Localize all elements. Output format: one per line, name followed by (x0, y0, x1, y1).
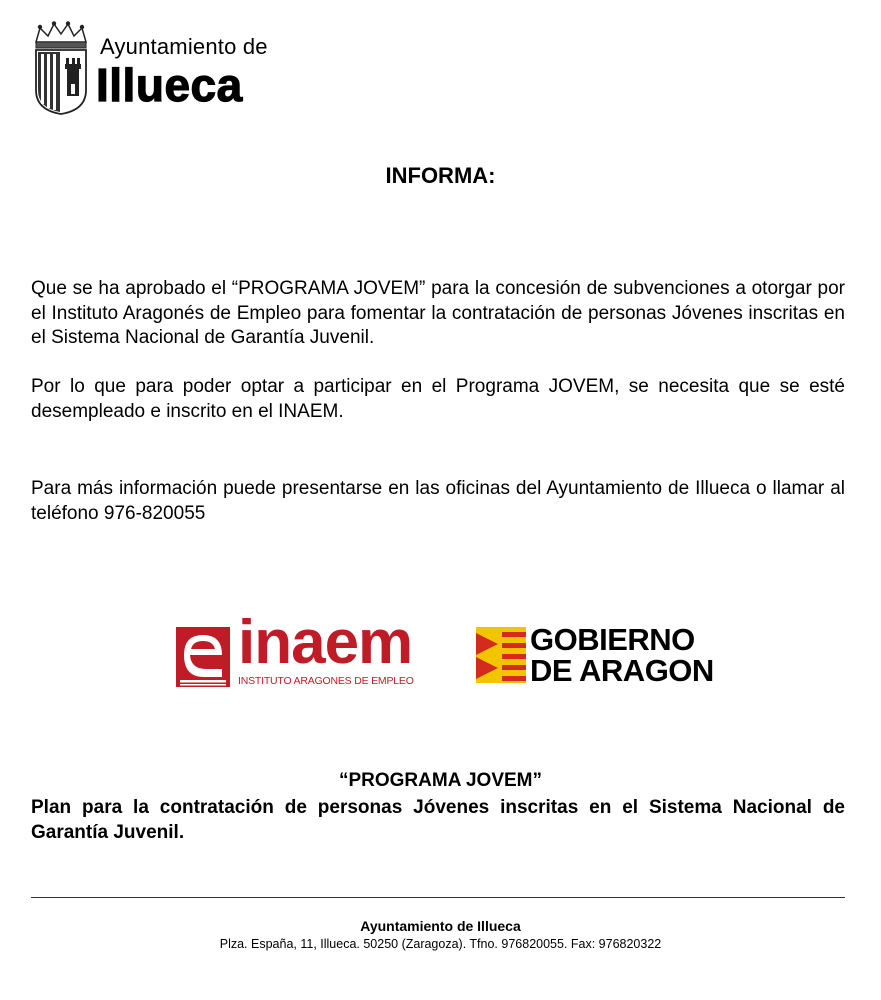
paragraph-contact-info: Para más información puede presentarse en las oficinas del Ayuntamiento de Illueca o llamar al teléfono 976-820055 (31, 478, 845, 524)
paragraph-program-approval: Que se ha aprobado el “PROGRAMA JOVEM” para la concesión de subvenciones a otorgar por el Instituto Aragonés de Empleo para fomentar la contratación de personas Jóvenes inscritas en el Sistema Nacional de Garantía Juvenil. (31, 278, 845, 348)
coat-of-arms-icon (30, 20, 92, 116)
gobierno-logo-line2: DE ARAGON (530, 653, 714, 688)
footer-address: Plza. España, 11, Illueca. 50250 (Zaragoza). Tfno. 976820055. Fax: 976820322 (219, 937, 662, 951)
program-description: Plan para la contratación de personas Jóvenes inscritas en el Sistema Nacional de Garantía Juvenil. (31, 797, 845, 843)
logo-subtitle: Ayuntamiento de (100, 34, 268, 59)
page-heading: INFORMA: (385, 163, 496, 188)
footer-divider (31, 897, 845, 898)
program-title: “PROGRAMA JOVEM” (338, 770, 543, 791)
inaem-logo-tagline: INSTITUTO ARAGONES DE EMPLEO (238, 675, 414, 687)
inaem-logo-wordmark: inaem (238, 608, 413, 677)
gobierno-logo-line1: GOBIERNO (530, 622, 695, 657)
aragon-flag-icon (476, 627, 526, 683)
footer-organization: Ayuntamiento de Illueca (360, 918, 521, 934)
paragraph-requirements: Por lo que para poder optar a participar en el Programa JOVEM, se necesita que se esté desempleado e inscrito en el INAEM. (31, 376, 845, 422)
inaem-logo-icon (176, 627, 230, 687)
logo-title: Illueca (96, 59, 243, 111)
